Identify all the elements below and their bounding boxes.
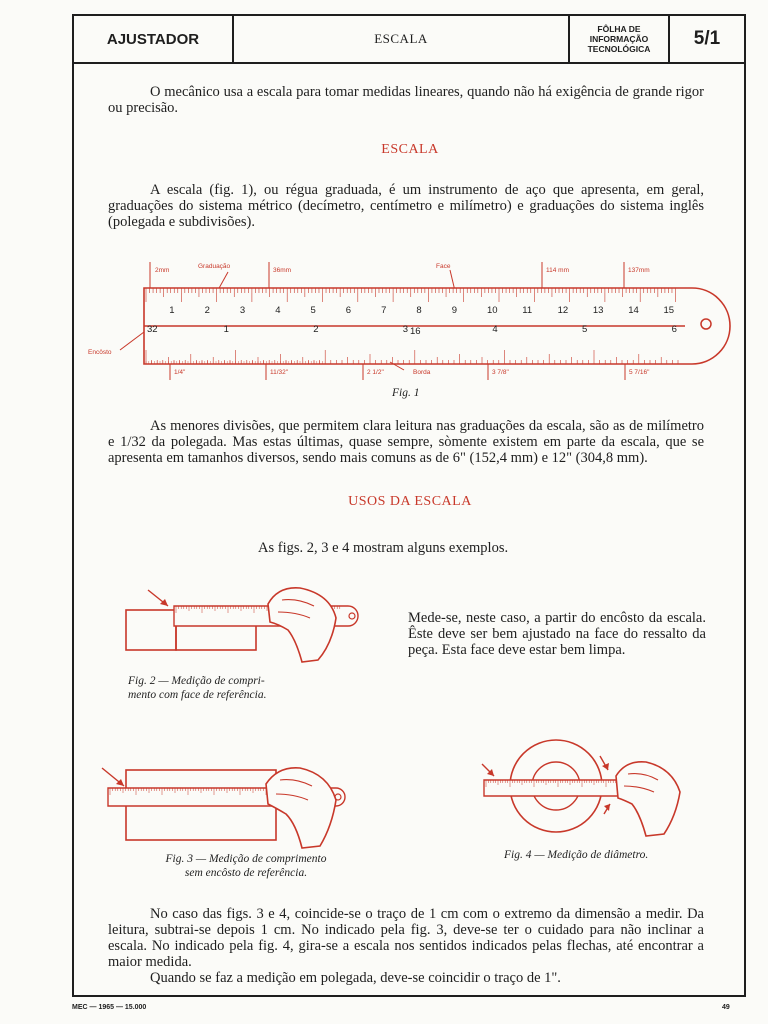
figure-1-ruler: [80, 252, 740, 402]
metric-number: 6: [345, 305, 352, 316]
label-graduacao: Graduação: [198, 263, 231, 270]
figure-2-illustration: [118, 584, 374, 670]
header-info-line1: FÔLHA DE: [597, 24, 641, 34]
fig2-caption: [128, 674, 348, 702]
metric-number: 5: [310, 305, 316, 316]
workpiece-step: [126, 610, 176, 650]
header: [72, 14, 746, 64]
fig3-caption: [136, 852, 356, 880]
fig2-caption-line2: mento com face de referência.: [128, 689, 267, 701]
figure-3-illustration: [96, 762, 364, 854]
fig3-caption-line1: Fig. 3 — Medição de comprimento: [165, 853, 327, 865]
inch-number: 6: [671, 324, 677, 335]
metric-number: 14: [628, 305, 639, 316]
metric-number: 8: [416, 305, 422, 316]
inch-number: 4: [492, 324, 498, 335]
label-32: 32: [147, 324, 158, 335]
header-number: 5/1: [693, 28, 721, 49]
usos-intro: As figs. 2, 3 e 4 mostram alguns exemplos.: [258, 540, 509, 556]
label-36mm: 36mm: [273, 267, 292, 274]
inch-number: 1: [223, 324, 229, 335]
header-info: [570, 16, 670, 62]
header-left: AJUSTADOR: [74, 16, 234, 62]
label-2mm: 2mm: [155, 267, 170, 274]
footer-page-number: 49: [722, 1004, 730, 1011]
label-borda: Borda: [413, 369, 431, 376]
label-16: 16: [410, 326, 421, 337]
frac-2-1-2: 2 1/2": [367, 369, 384, 376]
fig2-caption-line1: Fig. 2 — Medição de compri-: [128, 675, 265, 687]
intro-paragraph: O mecânico usa a escala para tomar medidas lineares, quando não há exigência de grande rigor ou precisão.: [108, 84, 704, 116]
section-title-usos: USOS DA ESCALA: [348, 494, 472, 509]
metric-number: 15: [663, 305, 675, 316]
metric-number: 11: [522, 305, 533, 316]
inch-number: 5: [582, 324, 588, 335]
escala-paragraph: A escala (fig. 1), ou régua graduada, é um instrumento de aço que apresenta, em geral, graduações do sistema métrico (decímetro, centímetro e milímetro) e graduações do sistema inglês (polegada e subdivisões).: [108, 182, 704, 230]
fig2-description: Mede-se, neste caso, a partir do encôsto da escala. Êste deve ser bem ajustado na face do ressalto da peça. Esta face deve estar bem limpa.: [408, 610, 706, 658]
fig3-caption-line2: sem encôsto de referência.: [184, 867, 308, 879]
closing-paragraph: No caso das figs. 3 e 4, coincide-se o traço de 1 cm com o extremo da dimensão a medir. Da leitura, subtrai-se depois 1 cm. No indicado pela fig. 3, deve-se ter o cuidado para não inclinar a escala. No indicado pela fig. 4, gira-se a escala nos sentidos indicados pelas flechas, até encontrar a maior medida.: [108, 906, 704, 970]
metric-number: 9: [451, 305, 457, 316]
figure-4-illustration: [476, 734, 698, 844]
metric-number: 10: [487, 305, 498, 316]
fig2-hand: [268, 588, 336, 662]
label-137mm: 137mm: [628, 267, 650, 274]
fig4-hand: [616, 762, 680, 836]
frac-11-32: 11/32": [270, 369, 289, 376]
label-114mm: 114 mm: [546, 267, 569, 274]
metric-number: 7: [381, 305, 387, 316]
metric-numbers: [169, 305, 674, 316]
metric-number: 1: [169, 305, 175, 316]
section-title-escala: ESCALA: [381, 142, 439, 157]
label-encosto: Encôsto: [88, 349, 112, 356]
frac-5-7-16: 5 7/16": [629, 369, 650, 376]
header-info-line2: INFORMAÇÃO: [589, 34, 649, 44]
annotation-line: [120, 332, 144, 350]
fig4-arrowhead-up: [602, 763, 609, 770]
label-face: Face: [436, 263, 451, 270]
metric-number: 2: [204, 305, 210, 316]
header-info-line3: TECNOLÓGICA: [587, 44, 651, 54]
fig1-caption: Fig. 1: [392, 387, 420, 399]
metric-number: 3: [239, 305, 246, 316]
header-title: ESCALA: [234, 16, 570, 62]
inch-number: 3: [402, 324, 409, 335]
metric-number: 4: [275, 305, 281, 316]
inch-number: 2: [313, 324, 319, 335]
footer-left: MEC — 1965 — 15.000: [72, 1004, 147, 1011]
frac-3-7-8: 3 7/8": [492, 369, 509, 376]
metric-number: 13: [592, 305, 604, 316]
metric-number: 12: [557, 305, 569, 316]
frac-1-4: 1/4": [174, 369, 186, 376]
fig4-caption: Fig. 4 — Medição de diâmetro.: [504, 849, 649, 861]
divisions-paragraph: As menores divisões, que permitem clara leitura nas graduações da escala, são as de milímetro e 1/32 da polegada. Mas estas últimas, quase sempre, sòmente existem em parte da escala, que se apresenta em tamanhos diversos, sendo mais comuns as de 6" (152,4 mm) e 12" (304,8 mm).: [108, 418, 704, 466]
closing-paragraph-2: Quando se faz a medição em polegada, deve-se coincidir o traço de 1".: [150, 970, 561, 986]
